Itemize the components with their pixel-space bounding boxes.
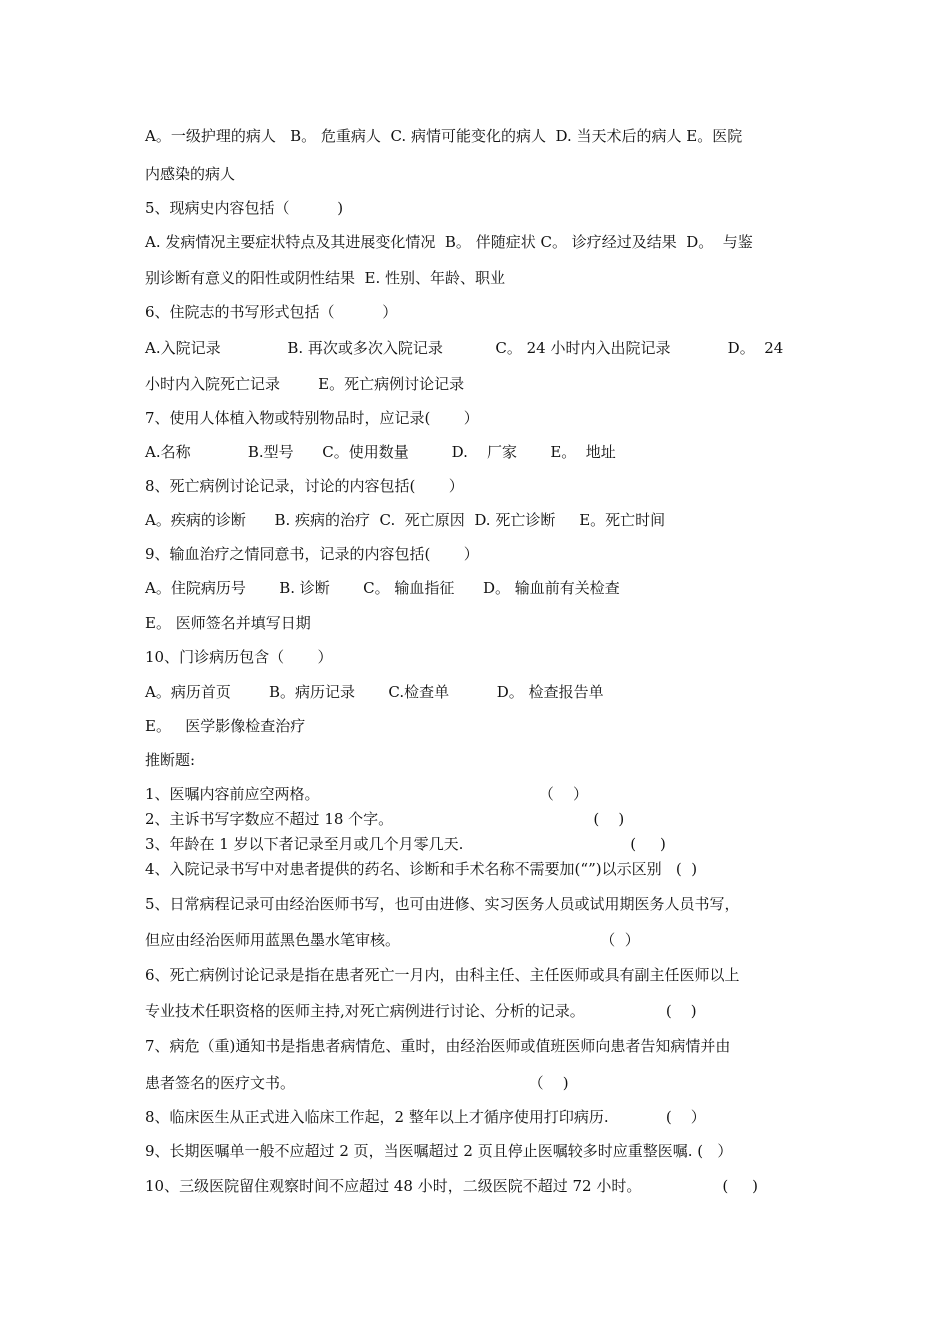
q9-question: 9、输血治疗之情同意书，记录的内容包括( ） <box>145 545 479 563</box>
judgment-section-heading: 推断题: <box>145 751 196 769</box>
q5-options-line1: A. 发病情况主要症状特点及其进展变化情况 B。 伴随症状 C。 诊疗经过及结果 D。 与鉴 <box>145 233 753 251</box>
q6-options-line1: A.入院记录 B. 再次或多次入院记录 C。 24 小时内入出院记录 D。 24 <box>145 339 784 357</box>
q7-options: A.名称 B.型号 C。使用数量 D. 厂家 E。 地址 <box>145 443 616 461</box>
judgment-item-5-line1: 5、日常病程记录可由经治医师书写，也可由进修、实习医务人员或试用期医务人员书写， <box>145 895 740 913</box>
q6-options-line2: 小时内入院死亡记录 E。死亡病例讨论记录 <box>145 375 465 393</box>
judgment-item-3: 3、年龄在 1 岁以下者记录至月或几个月零几天. ( ) <box>145 835 666 853</box>
judgment-item-5-line2: 但应由经治医师用蓝黑色墨水笔审核。 （ ） <box>145 931 640 949</box>
judgment-item-6-line2: 专业技术任职资格的医师主持,对死亡病例进行讨论、分析的记录。 ( ) <box>145 1002 697 1020</box>
q4-options-line1: A。一级护理的病人 B。 危重病人 C. 病情可能变化的病人 D. 当天术后的病人 E。医院 <box>145 127 743 145</box>
judgment-item-1: 1、医嘱内容前应空两格。 （ ） <box>145 785 588 803</box>
q8-options: A。疾病的诊断 B. 疾病的治疗 C. 死亡原因 D. 死亡诊断 E。死亡时间 <box>145 511 666 529</box>
judgment-item-4: 4、入院记录书写中对患者提供的药名、诊断和手术名称不需要加(“”)以示区别 ( ) <box>145 860 698 878</box>
judgment-item-7-line1: 7、病危（重)通知书是指患者病情危、重时，由经治医师或值班医师向患者告知病情并由 <box>145 1037 731 1055</box>
judgment-item-10: 10、三级医院留住观察时间不应超过 48 小时，二级医院不超过 72 小时。 ( ) <box>145 1177 758 1195</box>
q4-options-line2: 内感染的病人 <box>145 165 236 183</box>
q10-options-line2: E。 医学影像检查治疗 <box>145 717 306 735</box>
judgment-item-2: 2、主诉书写字数应不超过 18 个字。 ( ) <box>145 810 625 828</box>
q5-options-line2: 别诊断有意义的阳性或阴性结果 E. 性别、年龄、职业 <box>145 269 506 287</box>
judgment-item-6-line1: 6、死亡病例讨论记录是指在患者死亡一月内，由科主任、主任医师或具有副主任医师以上 <box>145 966 740 984</box>
q10-options-line1: A。病历首页 B。病历记录 C.检查单 D。 检查报告单 <box>145 683 604 701</box>
q9-options-line2: E。 医师签名并填写日期 <box>145 614 311 632</box>
q6-question: 6、住院志的书写形式包括（ ） <box>145 303 398 321</box>
q9-options-line1: A。住院病历号 B. 诊断 C。 输血指征 D。 输血前有关检查 <box>145 579 620 597</box>
q7-question: 7、使用人体植入物或特别物品时，应记录( ） <box>145 409 479 427</box>
q5-question: 5、现病史内容包括（ ) <box>145 199 344 217</box>
judgment-item-7-line2: 患者签名的医疗文书。 （ ) <box>145 1074 569 1092</box>
q8-question: 8、死亡病例讨论记录，讨论的内容包括( ） <box>145 477 464 495</box>
judgment-item-8: 8、临床医生从正式进入临床工作起，2 整年以上才循序使用打印病历. ( ） <box>145 1108 706 1126</box>
q10-question: 10、门诊病历包含（ ） <box>145 648 333 666</box>
judgment-item-9: 9、长期医嘱单一般不应超过 2 页，当医嘱超过 2 页且停止医嘱较多时应重整医嘱. ( ） <box>145 1142 733 1160</box>
